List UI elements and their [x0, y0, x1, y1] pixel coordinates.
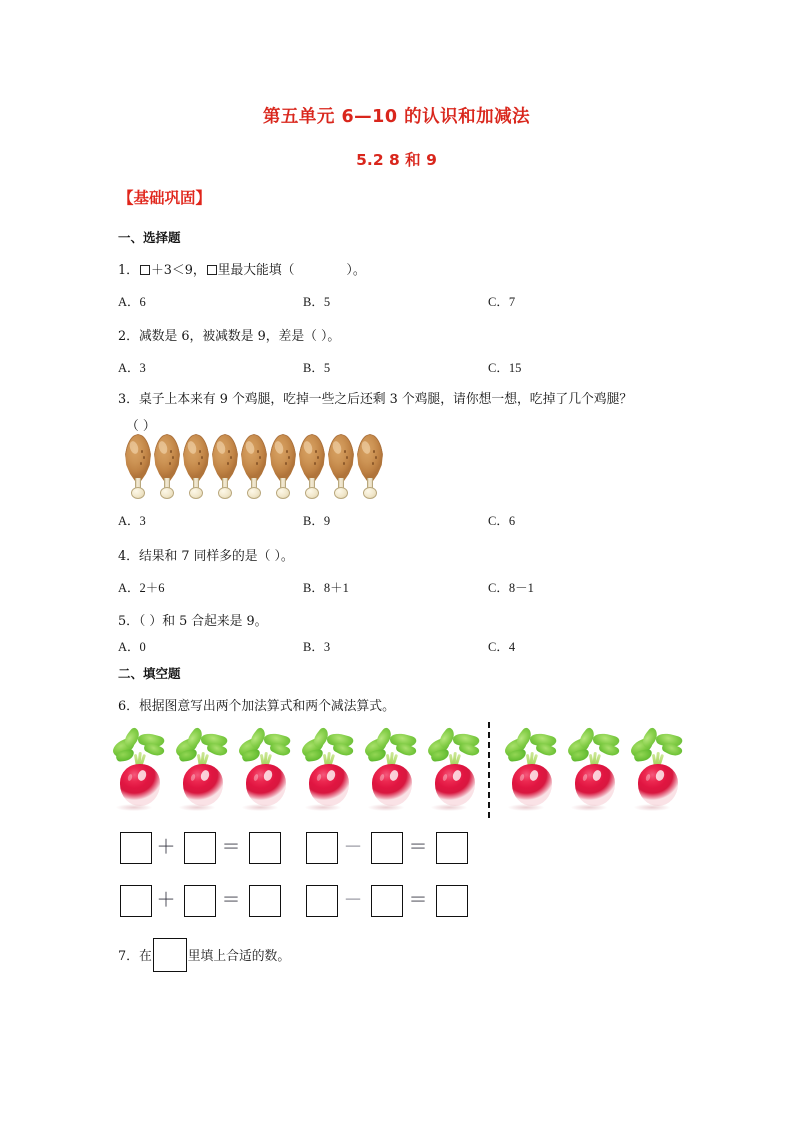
question-1-close: ）。: [346, 263, 366, 278]
group-divider-dashed-line: [488, 722, 490, 818]
blank-square-icon: [140, 265, 150, 275]
answer-box[interactable]: [306, 885, 338, 917]
option-b[interactable]: B．5: [303, 295, 331, 309]
option-a[interactable]: A．0: [118, 640, 146, 654]
question-1-text: [118, 259, 366, 278]
section-heading-multiple-choice: 一、选择题: [118, 230, 181, 245]
page-subtitle: 5.2 8 和 9: [356, 151, 437, 169]
question-2-text: 2．减数是 6，被减数是 9，差是（ ）。: [118, 329, 341, 344]
option-a[interactable]: A．3: [118, 361, 146, 375]
option-b[interactable]: B．5: [303, 361, 331, 375]
page-title: 第五单元 6—10 的认识和加减法: [262, 107, 531, 127]
basic-practice-heading: 【基础巩固】: [118, 189, 212, 207]
option-b[interactable]: B．9: [303, 514, 331, 528]
option-a[interactable]: A．3: [118, 514, 146, 528]
answer-box[interactable]: [371, 885, 403, 917]
answer-box[interactable]: [436, 832, 468, 864]
option-a[interactable]: A．2＋6: [118, 581, 165, 595]
drumstick-icon: [355, 434, 385, 502]
question-3-text: 3．桌子上本来有 9 个鸡腿，吃掉一些之后还剩 3 个鸡腿，请你想一想，吃掉了几个鸡腿？: [118, 392, 633, 407]
drumstick-icon: [152, 434, 182, 502]
question-3-options: [0, 511, 793, 529]
answer-box[interactable]: [249, 832, 281, 864]
question-1-mid: ＋3＜9，: [150, 263, 206, 278]
equation-row-1: [0, 832, 793, 870]
radish-icon: [500, 728, 562, 820]
answer-box[interactable]: [184, 832, 216, 864]
question-2-options: [0, 358, 793, 376]
drumstick-icon: [239, 434, 269, 502]
equation-row-2: [0, 885, 793, 923]
answer-box[interactable]: [306, 832, 338, 864]
plus-operator: ＋: [156, 837, 176, 858]
option-b[interactable]: B．8＋1: [303, 581, 349, 595]
question-3-answer-paren: （ ）: [126, 419, 156, 434]
radish-icon: [108, 728, 170, 820]
drumstick-icon: [268, 434, 298, 502]
radish-icon: [423, 728, 485, 820]
question-1-after: 里最大能填（: [217, 263, 295, 278]
drumstick-icon: [297, 434, 327, 502]
blank-square-icon: [207, 265, 217, 275]
option-c[interactable]: C．15: [488, 361, 522, 375]
answer-box[interactable]: [120, 832, 152, 864]
radish-icon: [360, 728, 422, 820]
option-a[interactable]: A．6: [118, 295, 146, 309]
option-c[interactable]: C．6: [488, 514, 516, 528]
equals-operator: ＝: [221, 837, 241, 858]
equals-operator: ＝: [408, 890, 428, 911]
answer-box[interactable]: [249, 885, 281, 917]
drumstick-icon: [181, 434, 211, 502]
section-heading-fill-in-blank: 二、填空题: [118, 666, 181, 681]
minus-operator: －: [343, 837, 363, 858]
drumstick-icon: [326, 434, 356, 502]
answer-box[interactable]: [184, 885, 216, 917]
chicken-drumstick-illustration: [123, 434, 383, 504]
question-4-options: [0, 578, 793, 596]
drumstick-icon: [210, 434, 240, 502]
answer-box[interactable]: [436, 885, 468, 917]
radish-illustration: [108, 728, 688, 820]
question-7-suffix: 里填上合适的数。: [187, 949, 291, 964]
radish-icon: [297, 728, 359, 820]
plus-operator: ＋: [156, 890, 176, 911]
radish-icon: [626, 728, 688, 820]
radish-icon: [234, 728, 296, 820]
drumstick-icon: [123, 434, 153, 502]
answer-box[interactable]: [371, 832, 403, 864]
radish-icon: [171, 728, 233, 820]
question-5-options: [0, 637, 793, 655]
question-7-prefix: 7．在: [118, 949, 152, 964]
radish-icon: [563, 728, 625, 820]
equals-operator: ＝: [221, 890, 241, 911]
option-b[interactable]: B．3: [303, 640, 331, 654]
question-7-text: [118, 938, 290, 972]
question-4-text: 4．结果和 7 同样多的是（ ）。: [118, 549, 294, 564]
option-c[interactable]: C．8－1: [488, 581, 534, 595]
minus-operator: －: [343, 890, 363, 911]
answer-box[interactable]: [153, 938, 187, 972]
answer-box[interactable]: [120, 885, 152, 917]
question-1-prefix: 1．: [118, 263, 139, 278]
question-1-options: [0, 292, 793, 310]
question-6-text: 6．根据图意写出两个加法算式和两个减法算式。: [118, 699, 395, 714]
equals-operator: ＝: [408, 837, 428, 858]
option-c[interactable]: C．4: [488, 640, 516, 654]
option-c[interactable]: C．7: [488, 295, 516, 309]
question-5-text: 5．（ ）和 5 合起来是 9。: [118, 614, 268, 629]
